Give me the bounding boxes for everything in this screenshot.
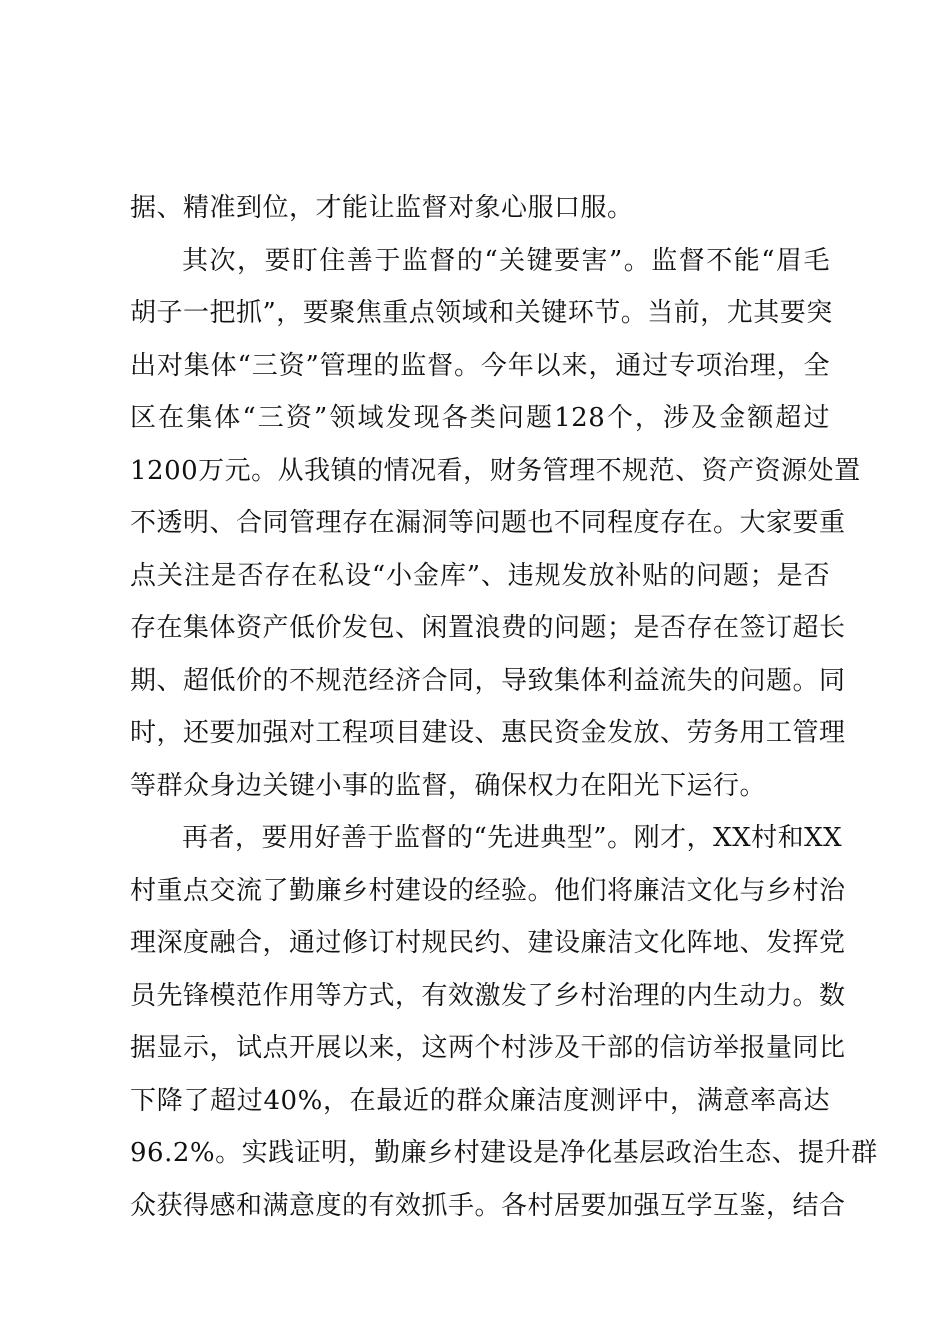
paragraph-line: 据、精准到位，才能让监督对象心服口服。: [130, 193, 634, 223]
paragraph-line: 存在集体资产低价发包、闲置浪费的问题；是否存在签订超长: [130, 613, 846, 643]
paragraph-line: 胡子一把抓”，要聚焦重点领域和关键环节。当前，尤其要突: [130, 298, 833, 328]
paragraph-line: 等群众身边关键小事的监督，确保权力在阳光下运行。: [130, 770, 767, 801]
paragraph-line: 点关注是否存在私设“小金库”、违规发放补贴的问题；是否: [130, 560, 830, 591]
paragraph-line: 1200万元。从我镇的情况看，财务管理不规范、资产资源处置: [130, 455, 861, 486]
paragraph-line: 下降了超过40%，在最近的群众廉洁度测评中，满意率高达: [130, 1085, 830, 1116]
body-text: [130, 182, 878, 1232]
paragraph-line: 其次，要盯住善于监督的“关键要害”。监督不能“眉毛: [182, 245, 830, 276]
paragraph-line: 据显示，试点开展以来，这两个村涉及干部的信访举报量同比: [130, 1033, 846, 1063]
paragraph-line: 再者，要用好善于监督的“先进典型”。刚才，XX村和XX: [182, 823, 843, 853]
paragraph-line: 96.2%。实践证明，勤廉乡村建设是净化基层政治生态、提升群: [130, 1138, 878, 1168]
paragraph-line: 村重点交流了勤廉乡村建设的经验。他们将廉洁文化与乡村治: [130, 875, 846, 906]
paragraph-line: 区在集体“三资”领域发现各类问题128个，涉及金额超过: [130, 403, 830, 433]
paragraph-line: 时，还要加强对工程项目建设、惠民资金发放、劳务用工管理: [130, 718, 846, 748]
paragraph-line: 理深度融合，通过修订村规民约、建设廉洁文化阵地、发挥党: [130, 928, 846, 958]
paragraph-line: 员先锋模范作用等方式，有效激发了乡村治理的内生动力。数: [130, 980, 846, 1011]
paragraph-line: 不透明、合同管理存在漏洞等问题也不同程度存在。大家要重: [130, 508, 846, 538]
paragraph-line: 期、超低价的不规范经济合同，导致集体利益流失的问题。同: [130, 665, 846, 696]
paragraph-line: 众获得感和满意度的有效抓手。各村居要加强互学互鉴，结合: [130, 1190, 846, 1221]
paragraph-line: 出对集体“三资”管理的监督。今年以来，通过专项治理，全: [130, 350, 830, 381]
